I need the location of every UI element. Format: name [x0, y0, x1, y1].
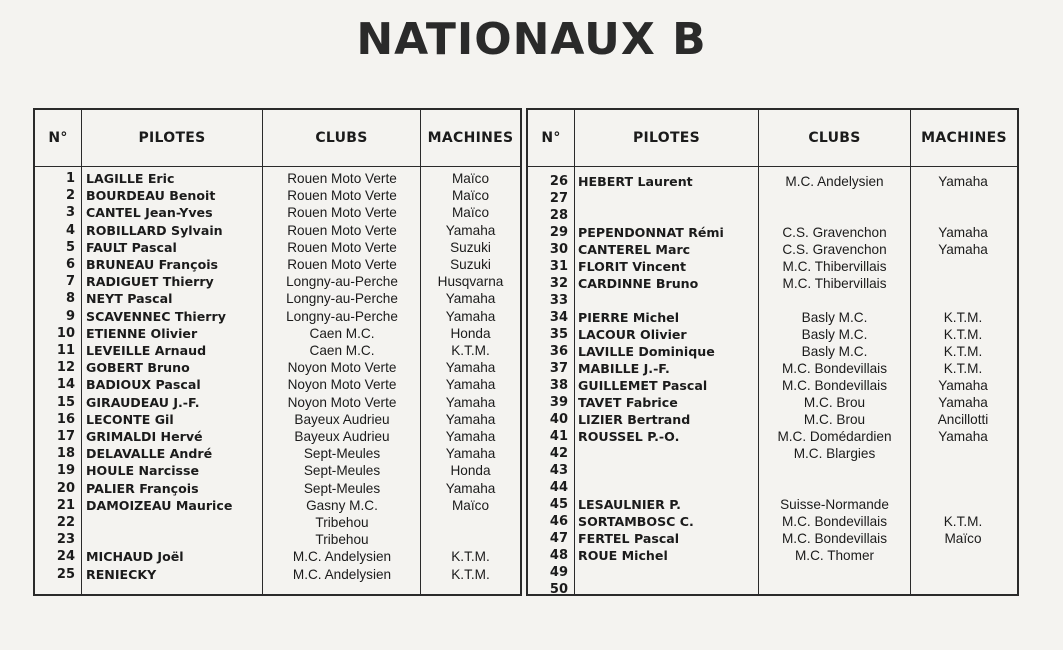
pilot-club: Basly M.C. — [801, 310, 868, 325]
pilot-machine: Yamaha — [445, 377, 496, 393]
pilot-number: 39 — [549, 395, 568, 410]
pilot-club: M.C. Bondevillais — [781, 378, 887, 393]
pilot-number: 49 — [549, 565, 568, 580]
pilot-name: GOBERT Bruno — [86, 360, 190, 376]
pilot-machine: Maïco — [451, 188, 490, 204]
pilot-name — [578, 564, 756, 581]
pilot-number: 50 — [549, 582, 568, 597]
column-divider — [758, 167, 759, 594]
pilot-name: LIZIER Bertrand — [578, 412, 691, 427]
pilot-number: 25 — [56, 566, 75, 582]
header-num: N° — [35, 110, 82, 167]
pilot-number: 35 — [549, 327, 568, 342]
pilot-number: 3 — [65, 205, 75, 221]
pilot-number: 21 — [56, 497, 75, 513]
pilot-number: 31 — [549, 259, 568, 274]
pilot-name: CANTEREL Marc — [578, 242, 691, 257]
pilot-number: 28 — [549, 208, 568, 223]
pilot-club: Caen M.C. — [309, 325, 375, 341]
pilot-machine: Yamaha — [445, 446, 496, 462]
pilot-name: TAVET Fabrice — [578, 395, 678, 410]
pilot-machine: Maïco — [451, 171, 490, 186]
pilot-name: BOURDEAU Benoit — [86, 188, 216, 204]
pilot-machine: Yamaha — [938, 174, 988, 189]
pilot-name: PIERRE Michel — [578, 310, 680, 325]
pilot-machine: Yamaha — [445, 308, 496, 324]
pilot-number: 48 — [549, 548, 568, 563]
pilot-machine: Yamaha — [445, 394, 496, 410]
pilot-name: LAGILLE Eric — [86, 171, 175, 186]
pilot-club: Bayeux Audrieu — [294, 429, 390, 444]
pilot-club: M.C. Bondevillais — [781, 514, 887, 529]
pilot-name: SCAVENNEC Thierry — [86, 308, 226, 324]
pilot-club: M.C. Thibervillais — [782, 259, 887, 274]
pilot-name — [578, 462, 756, 479]
pilot-name: RADIGUET Thierry — [86, 274, 214, 290]
pilot-number: 7 — [65, 274, 75, 290]
pilot-name: PEPENDONNAT Rémi — [578, 225, 724, 240]
pilot-club: Noyon Moto Verte — [287, 360, 397, 376]
pilot-machine: Yamaha — [938, 429, 988, 444]
pilot-machine — [913, 547, 1013, 564]
pilot-number: 24 — [56, 549, 75, 565]
pilot-machine: K.T.M. — [943, 327, 983, 342]
pilot-club: Caen M.C. — [309, 343, 375, 358]
pilot-machine — [423, 531, 518, 548]
pilot-club: Gasny M.C. — [306, 497, 378, 513]
pilot-number: 22 — [56, 515, 75, 530]
pilot-name: RENIECKY — [86, 566, 157, 582]
pilot-machine — [913, 292, 1013, 309]
pilot-name: NEYT Pascal — [86, 291, 173, 307]
pilot-name: SORTAMBOSC C. — [578, 514, 694, 529]
pilot-name: ROBILLARD Sylvain — [86, 222, 223, 238]
pilot-machine — [423, 514, 518, 531]
pilot-club: M.C. Brou — [803, 412, 866, 427]
pilot-club: Sept-Meules — [303, 480, 381, 496]
pilot-machine: Honda — [450, 463, 491, 479]
pilot-club — [761, 190, 908, 207]
pilot-name — [578, 479, 756, 496]
pilot-number: 8 — [65, 291, 75, 307]
pilot-number: 14 — [56, 377, 75, 393]
pilot-club: M.C. Domédardien — [777, 429, 892, 444]
pilot-number: 18 — [56, 446, 75, 462]
pilot-machine: Suzuki — [450, 257, 491, 272]
pilot-machine — [913, 462, 1013, 479]
pilot-machine: Yamaha — [445, 411, 496, 427]
pilot-club: Longny-au-Perche — [286, 308, 398, 324]
pilot-club: Noyon Moto Verte — [287, 377, 397, 393]
pilot-name — [86, 531, 260, 548]
pilot-club — [761, 292, 908, 309]
pilot-number: 33 — [549, 293, 568, 308]
pilot-machine: K.T.M. — [451, 343, 490, 358]
pilot-club: M.C. Brou — [803, 395, 866, 410]
pilot-name: LACOUR Olivier — [578, 327, 687, 342]
pilot-number: 34 — [549, 310, 568, 325]
right-table — [526, 108, 1019, 596]
pilot-club — [761, 207, 908, 224]
pilot-machine: Maïco — [451, 497, 490, 513]
header-machines: MACHINES — [421, 110, 520, 167]
pilot-name: LAVILLE Dominique — [578, 344, 715, 359]
pilot-machine: K.T.M. — [451, 549, 490, 565]
pilot-machine — [913, 445, 1013, 462]
pilot-club: C.S. Gravenchon — [782, 225, 887, 240]
pilot-number: 15 — [56, 394, 75, 410]
pilot-name: FLORIT Vincent — [578, 259, 687, 274]
pilot-number: 45 — [549, 497, 568, 512]
pilot-machine — [913, 190, 1013, 207]
pilot-name: FAULT Pascal — [86, 239, 177, 255]
pilot-name — [578, 190, 756, 207]
pilot-club: M.C. Andelysien — [292, 566, 392, 582]
header-machines: MACHINES — [911, 110, 1017, 167]
pilot-club: Longny-au-Perche — [286, 291, 398, 307]
pilot-club: Tribehou — [315, 515, 369, 530]
pilot-number: 47 — [549, 531, 568, 546]
pilot-number: 41 — [549, 429, 568, 444]
pilot-number: 38 — [549, 378, 568, 393]
pilot-club: Tribehou — [315, 532, 369, 548]
pilot-name: ETIENNE Olivier — [86, 325, 198, 341]
pilot-name: DAMOIZEAU Maurice — [86, 497, 233, 513]
pilot-machine: Yamaha — [445, 429, 496, 444]
pilot-number: 43 — [549, 463, 568, 478]
pilot-machine: Yamaha — [938, 378, 988, 393]
pilot-number: 12 — [56, 360, 75, 376]
pilot-name: DELAVALLE André — [86, 446, 213, 462]
pilot-name — [86, 514, 260, 531]
pilot-machine: Ancillotti — [937, 412, 989, 427]
pilot-club: Rouen Moto Verte — [287, 205, 397, 221]
pilot-number: 23 — [56, 532, 75, 548]
pilot-machine: K.T.M. — [943, 361, 983, 376]
pilot-machine: Yamaha — [445, 291, 496, 307]
pilot-club: M.C. Thibervillais — [782, 276, 887, 291]
pilot-number: 20 — [56, 480, 75, 496]
pilot-machine: Suzuki — [450, 239, 491, 255]
pilot-club: Rouen Moto Verte — [287, 171, 397, 186]
pilot-machine — [913, 564, 1013, 581]
pilot-club: M.C. Bondevillais — [781, 531, 887, 546]
pilot-machine: Maïco — [944, 531, 982, 546]
pilot-machine — [913, 258, 1013, 275]
pilot-machine: Yamaha — [445, 222, 496, 238]
pilot-machine: K.T.M. — [943, 310, 983, 325]
column-divider — [574, 167, 575, 594]
pilot-name: MABILLE J.-F. — [578, 361, 670, 376]
pilot-machine: K.T.M. — [451, 566, 490, 582]
header-pilotes: PILOTES — [575, 110, 759, 167]
pilot-name: CARDINNE Bruno — [578, 276, 699, 291]
column-divider — [262, 167, 263, 594]
pilot-name: GUILLEMET Pascal — [578, 378, 708, 393]
header-clubs: CLUBS — [263, 110, 421, 167]
pilot-machine: Honda — [450, 325, 491, 341]
pilot-number: 17 — [56, 429, 75, 444]
pilot-name — [578, 207, 756, 224]
pilot-machine: Husqvarna — [437, 274, 504, 290]
pilot-name — [578, 581, 756, 598]
pilot-club: Rouen Moto Verte — [287, 239, 397, 255]
pilot-number: 11 — [56, 343, 75, 358]
pilot-club — [761, 479, 908, 496]
pilot-number: 44 — [549, 480, 568, 495]
column-divider — [81, 167, 82, 594]
pilot-name: GRIMALDI Hervé — [86, 429, 203, 444]
pilot-club: M.C. Blargies — [793, 446, 876, 461]
header-clubs: CLUBS — [759, 110, 911, 167]
pilot-club: Bayeux Audrieu — [294, 411, 390, 427]
pilot-number: 42 — [549, 446, 568, 461]
pilot-club: M.C. Bondevillais — [781, 361, 887, 376]
pilot-club: Sept-Meules — [303, 463, 381, 479]
pilot-number: 5 — [65, 239, 75, 255]
pilot-club: Noyon Moto Verte — [287, 394, 397, 410]
pilot-number: 36 — [549, 344, 568, 359]
pilot-machine — [913, 479, 1013, 496]
column-divider — [420, 167, 421, 594]
header-pilotes: PILOTES — [82, 110, 263, 167]
pilot-machine: Maïco — [451, 205, 490, 221]
pilot-name — [578, 292, 756, 309]
pilot-name: ROUSSEL P.-O. — [578, 429, 680, 444]
pilot-name: PALIER François — [86, 480, 199, 496]
header-num: N° — [528, 110, 575, 167]
pilot-club — [761, 564, 908, 581]
pilot-name: LESAULNIER P. — [578, 497, 681, 512]
page-title: NATIONAUX B — [356, 14, 707, 65]
pilot-name: BADIOUX Pascal — [86, 377, 201, 393]
pilot-machine — [913, 581, 1013, 598]
pilot-club: Suisse-Normande — [780, 497, 889, 512]
pilot-machine — [913, 275, 1013, 292]
pilot-machine — [913, 207, 1013, 224]
pilot-name: ROUE Michel — [578, 548, 668, 563]
pilot-number: 9 — [65, 308, 75, 324]
pilot-machine: Yamaha — [938, 242, 988, 257]
pilot-number: 37 — [549, 361, 568, 376]
pilot-number: 1 — [65, 171, 75, 186]
pilot-name: HOULE Narcisse — [86, 463, 200, 479]
pilot-number: 6 — [65, 257, 75, 272]
pilot-machine: Yamaha — [445, 480, 496, 496]
pilot-number: 27 — [549, 191, 568, 206]
pilot-number: 26 — [549, 174, 568, 189]
pilot-machine: Yamaha — [938, 225, 988, 240]
pilot-number: 30 — [549, 242, 568, 257]
pilot-club: M.C. Thomer — [794, 548, 875, 563]
pilot-club: Basly M.C. — [801, 344, 868, 359]
pilot-club: Basly M.C. — [801, 327, 868, 342]
pilot-club — [761, 581, 908, 598]
pilot-name: FERTEL Pascal — [578, 531, 680, 546]
pilot-name: LEVEILLE Arnaud — [86, 343, 207, 358]
pilot-club: Sept-Meules — [303, 446, 381, 462]
pilot-machine: K.T.M. — [943, 344, 983, 359]
pilot-number: 40 — [549, 412, 568, 427]
pilot-club: Rouen Moto Verte — [287, 257, 397, 272]
pilot-club: M.C. Andelysien — [785, 174, 884, 189]
pilot-name: HEBERT Laurent — [578, 174, 693, 189]
pilot-club: Longny-au-Perche — [286, 274, 398, 290]
pilot-club: M.C. Andelysien — [292, 549, 392, 565]
pilot-number: 29 — [549, 225, 568, 240]
pilot-club — [761, 462, 908, 479]
pilot-name: LECONTE Gil — [86, 411, 174, 427]
pilot-machine — [913, 496, 1013, 513]
pilot-club: Rouen Moto Verte — [287, 222, 397, 238]
pilot-number: 46 — [549, 514, 568, 529]
pilot-name: MICHAUD Joël — [86, 549, 184, 565]
pilot-name: GIRAUDEAU J.-F. — [86, 394, 200, 410]
pilot-name: BRUNEAU François — [86, 257, 219, 272]
pilot-number: 32 — [549, 276, 568, 291]
pilot-name — [578, 445, 756, 462]
pilot-number: 16 — [56, 411, 75, 427]
pilot-machine: K.T.M. — [943, 514, 983, 529]
pilot-machine: Yamaha — [938, 395, 988, 410]
pilot-number: 19 — [56, 463, 75, 479]
pilot-number: 10 — [56, 325, 75, 341]
pilot-number: 2 — [65, 188, 75, 204]
pilot-machine: Yamaha — [445, 360, 496, 376]
pilot-name: CANTEL Jean-Yves — [86, 205, 213, 221]
pilot-number: 4 — [65, 222, 75, 238]
left-table — [33, 108, 522, 596]
pilot-club: Rouen Moto Verte — [287, 188, 397, 204]
column-divider — [910, 167, 911, 594]
pilot-club: C.S. Gravenchon — [782, 242, 887, 257]
